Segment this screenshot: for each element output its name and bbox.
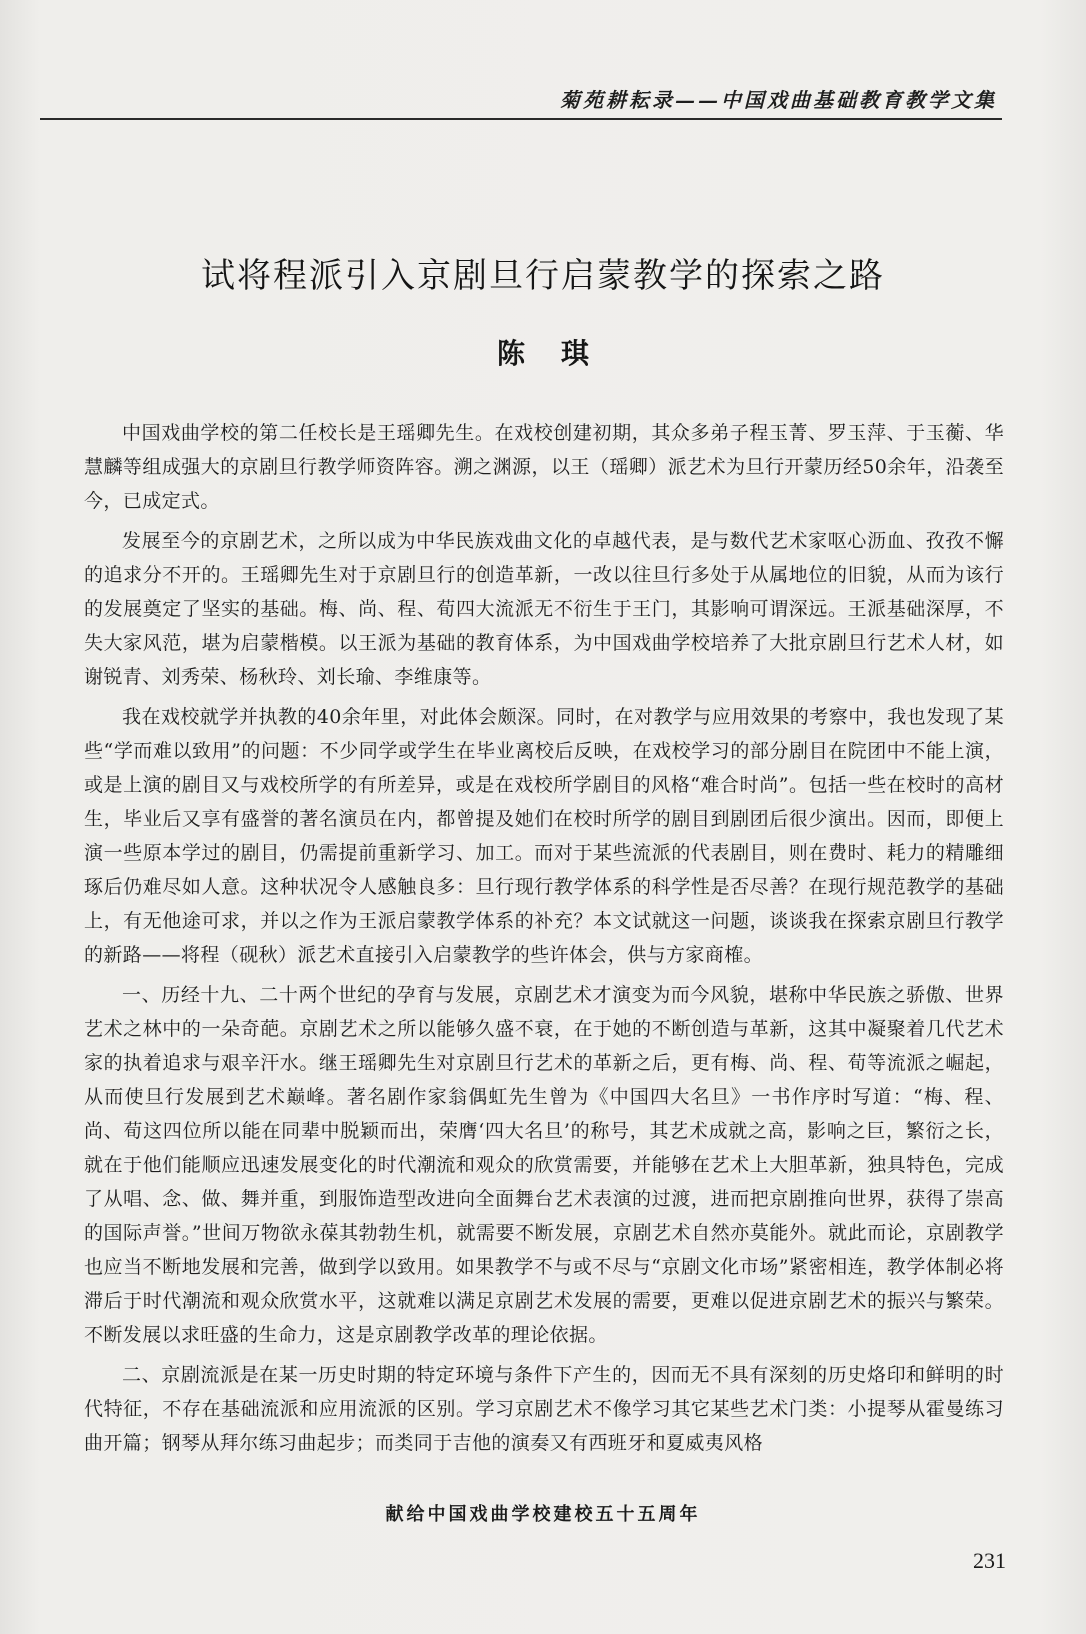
paragraph: 二、京剧流派是在某一历史时期的特定环境与条件下产生的，因而无不具有深刻的历史烙印和鲜明的时代特征，不存在基础流派和应用流派的区别。学习京剧艺术不像学习其它某些艺术门类：小提琴从霍曼练习曲开篇；钢琴从拜尔练习曲起步；而类同于吉他的演奏又有西班牙和夏威夷风格: [84, 1364, 1004, 1454]
article-title: 试将程派引入京剧旦行启蒙教学的探索之路: [201, 256, 885, 296]
paragraph: 一、历经十九、二十两个世纪的孕育与发展，京剧艺术才演变为而今风貌，堪称中华民族之骄傲、世界艺术之林中的一朵奇葩。京剧艺术之所以能够久盛不衰，在于她的不断创造与革新，这其中凝聚着几代艺术家的执着追求与艰辛汗水。继王瑶卿先生对京剧旦行艺术的革新之后，更有梅、尚、程、荀等流派之崛起，从而使旦行发展到艺术巅峰。著名剧作家翁偶虹先生曾为《中国四大名旦》一书作序时写道：“梅、程、尚、荀这四位所以能在同辈中脱颖而出，荣膺‘四大名旦’的称号，其艺术成就之高，影响之巨，繁衍之长，就在于他们能顺应迅速发展变化的时代潮流和观众的欣赏需要，并能够在艺术上大胆革新，独具特色，完成了从唱、念、做、舞并重，到服饰造型改进向全面舞台艺术表演的过渡，进而把京剧推向世界，获得了崇高的国际声誉。”世间万物欲永葆其勃勃生机，就需要不断发展，京剧艺术自然亦莫能外。就此而论，京剧教学也应当不断地发展和完善，做到学以致用。如果教学不与或不尽与“京剧文化市场”紧密相连，教学体制必将滞后于时代潮流和观众欣赏水平，这就难以满足京剧艺术发展的需要，更难以促进京剧艺术的振兴与繁荣。不断发展以求旺盛的生命力，这是京剧教学改革的理论依据。: [84, 984, 1004, 1346]
article-author: 陈琪: [496, 337, 625, 370]
footer-dedication: 献给中国戏曲学校建校五十五周年: [385, 1504, 701, 1525]
header-rule: [40, 118, 1002, 120]
page-number: 231: [973, 1548, 1006, 1573]
paragraph: 我在戏校就学并执教的40余年里，对此体会颇深。同时，在对教学与应用效果的考察中，我也发现了某些“学而难以致用”的问题：不少同学或学生在毕业离校后反映，在戏校学习的部分剧目在院团中不能上演，或是上演的剧目又与戏校所学的有所差异，或是在戏校所学剧目的风格“难合时尚”。包括一些在校时的高材生，毕业后又享有盛誉的著名演员在内，都曾提及她们在校时所学的剧目到剧团后很少演出。因而，即便上演一些原本学过的剧目，仍需提前重新学习、加工。而对于某些流派的代表剧目，则在费时、耗力的精雕细琢后仍难尽如人意。这种状况令人感触良多：旦行现行教学体系的科学性是否尽善？在现行规范教学的基础上，有无他途可求，并以之作为王派启蒙教学体系的补充？本文试就这一问题，谈谈我在探索京剧旦行教学的新路——将程（砚秋）派艺术直接引入启蒙教学的些许体会，供与方家商榷。: [84, 706, 1004, 966]
running-header: 菊苑耕耘录——中国戏曲基础教育教学文集: [560, 88, 997, 112]
article-body: [84, 416, 1004, 1466]
paragraph: 中国戏曲学校的第二任校长是王瑶卿先生。在戏校创建初期，其众多弟子程玉菁、罗玉萍、于玉蘅、华慧麟等组成强大的京剧旦行教学师资阵容。溯之渊源，以王（瑶卿）派艺术为旦行开蒙历经50余年，沿袭至今，已成定式。: [84, 422, 1004, 512]
paragraph: 发展至今的京剧艺术，之所以成为中华民族戏曲文化的卓越代表，是与数代艺术家呕心沥血、孜孜不懈的追求分不开的。王瑶卿先生对于京剧旦行的创造革新，一改以往旦行多处于从属地位的旧貌，从而为该行的发展奠定了坚实的基础。梅、尚、程、荀四大流派无不衍生于王门，其影响可谓深远。王派基础深厚，不失大家风范，堪为启蒙楷模。以王派为基础的教育体系，为中国戏曲学校培养了大批京剧旦行艺术人材，如谢锐青、刘秀荣、杨秋玲、刘长瑜、李维康等。: [84, 530, 1004, 688]
